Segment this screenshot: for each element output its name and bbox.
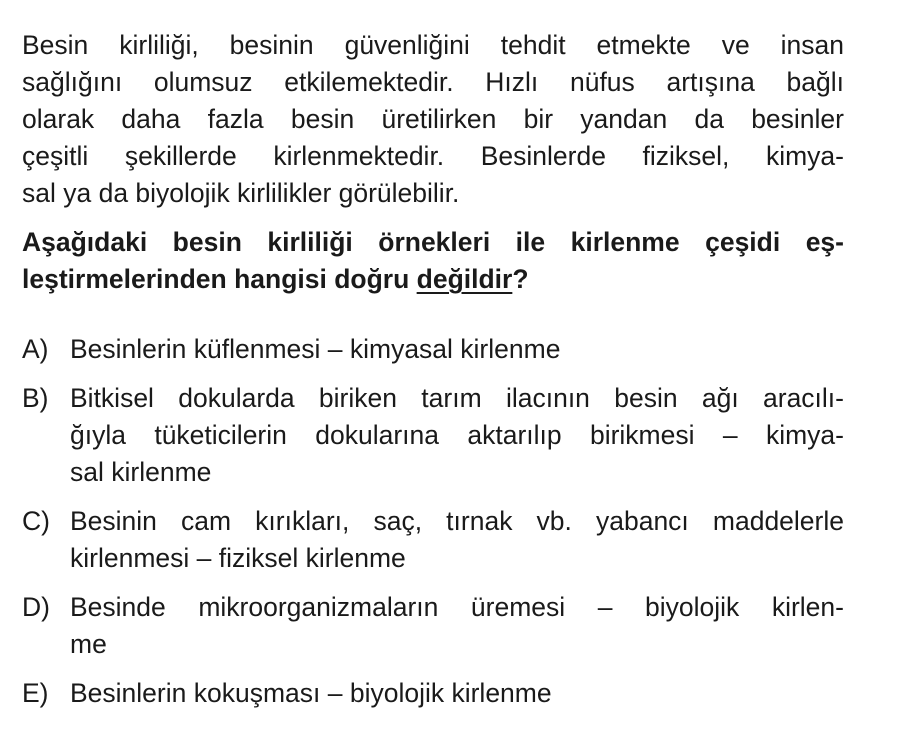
passage-line: sağlığını olumsuz etkilemektedir. Hızlı nüfus artışına bağlı: [22, 67, 844, 97]
question-line-text: leştirmelerinden hangisi doğru: [22, 264, 417, 294]
negation-word: değildir: [416, 264, 513, 294]
option-letter: E): [22, 678, 49, 708]
option-d[interactable]: [22, 589, 844, 663]
option-b[interactable]: [22, 380, 844, 491]
option-c[interactable]: [22, 503, 844, 577]
question-line: Aşağıdaki besin kirliliği örnekleri ile kirlenme çeşidi eş-: [22, 227, 844, 257]
option-text: me: [70, 629, 107, 659]
option-text: Besinde mikroorganizmaların üremesi – biyolojik kirlen-: [70, 592, 844, 622]
option-letter: B): [22, 383, 49, 413]
option-letter: A): [22, 334, 49, 364]
option-e[interactable]: [22, 675, 844, 712]
option-text: Besinlerin kokuşması – biyolojik kirlenme: [70, 678, 552, 708]
passage-text: [22, 27, 844, 212]
option-text: ğıyla tüketicilerin dokularına aktarılıp birikmesi – kimya-: [70, 420, 844, 450]
option-a[interactable]: [22, 331, 844, 368]
question-line: [22, 261, 844, 298]
option-text: Bitkisel dokularda biriken tarım ilacının besin ağı aracılı-: [70, 383, 844, 413]
passage-line: çeşitli şekillerde kirlenmektedir. Besinlerde fiziksel, kimya-: [22, 141, 844, 171]
option-letter: C): [22, 506, 50, 536]
option-text: Besinlerin küflenmesi – kimyasal kirlenme: [70, 334, 561, 364]
answer-options: [22, 331, 844, 724]
option-letter: D): [22, 592, 50, 622]
option-text: Besinin cam kırıkları, saç, tırnak vb. yabancı maddelerle: [70, 506, 844, 536]
option-text: kirlenmesi – fiziksel kirlenme: [70, 543, 406, 573]
passage-line: sal ya da biyolojik kirlilikler görülebilir.: [22, 178, 460, 208]
passage-line: Besin kirliliği, besinin güvenliğini tehdit etmekte ve insan: [22, 30, 844, 60]
passage-line: olarak daha fazla besin üretilirken bir yandan da besinler: [22, 104, 844, 134]
question-stem: [22, 224, 844, 298]
option-text: sal kirlenme: [70, 457, 212, 487]
question-mark: ?: [512, 264, 529, 294]
